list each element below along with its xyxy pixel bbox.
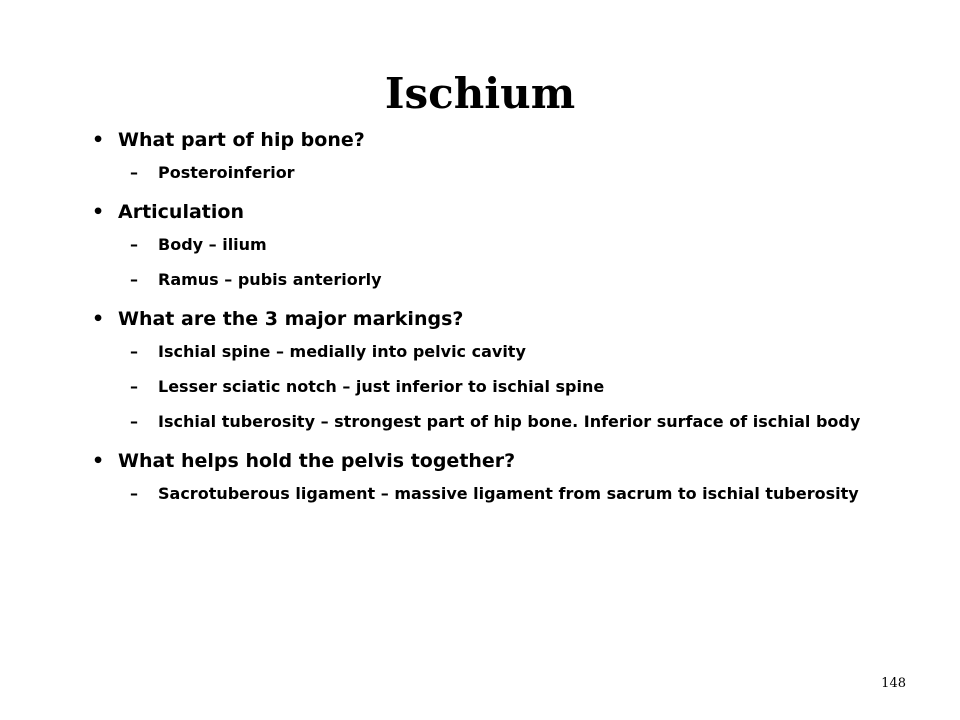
bullet-icon: • — [92, 308, 105, 330]
dash-icon: – — [130, 342, 138, 361]
bullet-text: Articulation — [118, 201, 244, 223]
sub-bullet-text: Ischial spine – medially into pelvic cavity — [158, 342, 526, 361]
dash-icon: – — [130, 270, 138, 289]
sub-bullet-text: Posteroinferior — [158, 163, 295, 182]
bullet-item — [92, 449, 892, 473]
dash-icon: – — [130, 377, 138, 396]
dash-icon: – — [130, 163, 138, 182]
sub-bullet-item — [92, 161, 892, 185]
sub-bullet-text: Lesser sciatic notch – just inferior to ischial spine — [158, 377, 605, 396]
bullet-text: What helps hold the pelvis together? — [118, 450, 516, 472]
bullet-text: What part of hip bone? — [118, 129, 365, 151]
bullet-item — [92, 128, 892, 152]
sub-bullet-text: Ischial tuberosity – strongest part of hip bone. Inferior surface of ischial body — [158, 412, 861, 431]
bullet-item — [92, 307, 892, 331]
sub-bullet-item — [92, 410, 892, 434]
slide-title: Ischium — [384, 69, 576, 118]
sub-bullet-item — [92, 375, 892, 399]
page-number: 148 — [881, 676, 906, 691]
slide-content — [92, 128, 892, 506]
sub-bullet-item — [92, 340, 892, 364]
sub-bullet-text: Ramus – pubis anteriorly — [158, 270, 382, 289]
sub-bullet-item — [92, 268, 892, 292]
bullet-icon: • — [92, 129, 105, 151]
bullet-icon: • — [92, 201, 105, 223]
dash-icon: – — [130, 235, 138, 254]
sub-bullet-item — [92, 482, 892, 506]
sub-bullet-text: Sacrotuberous ligament – massive ligament from sacrum to ischial tuberosity — [158, 484, 859, 503]
bullet-icon: • — [92, 450, 105, 472]
dash-icon: – — [130, 412, 138, 431]
bullet-item — [92, 200, 892, 224]
bullet-text: What are the 3 major markings? — [118, 308, 464, 330]
dash-icon: – — [130, 484, 138, 503]
sub-bullet-text: Body – ilium — [158, 235, 267, 254]
sub-bullet-item — [92, 233, 892, 257]
